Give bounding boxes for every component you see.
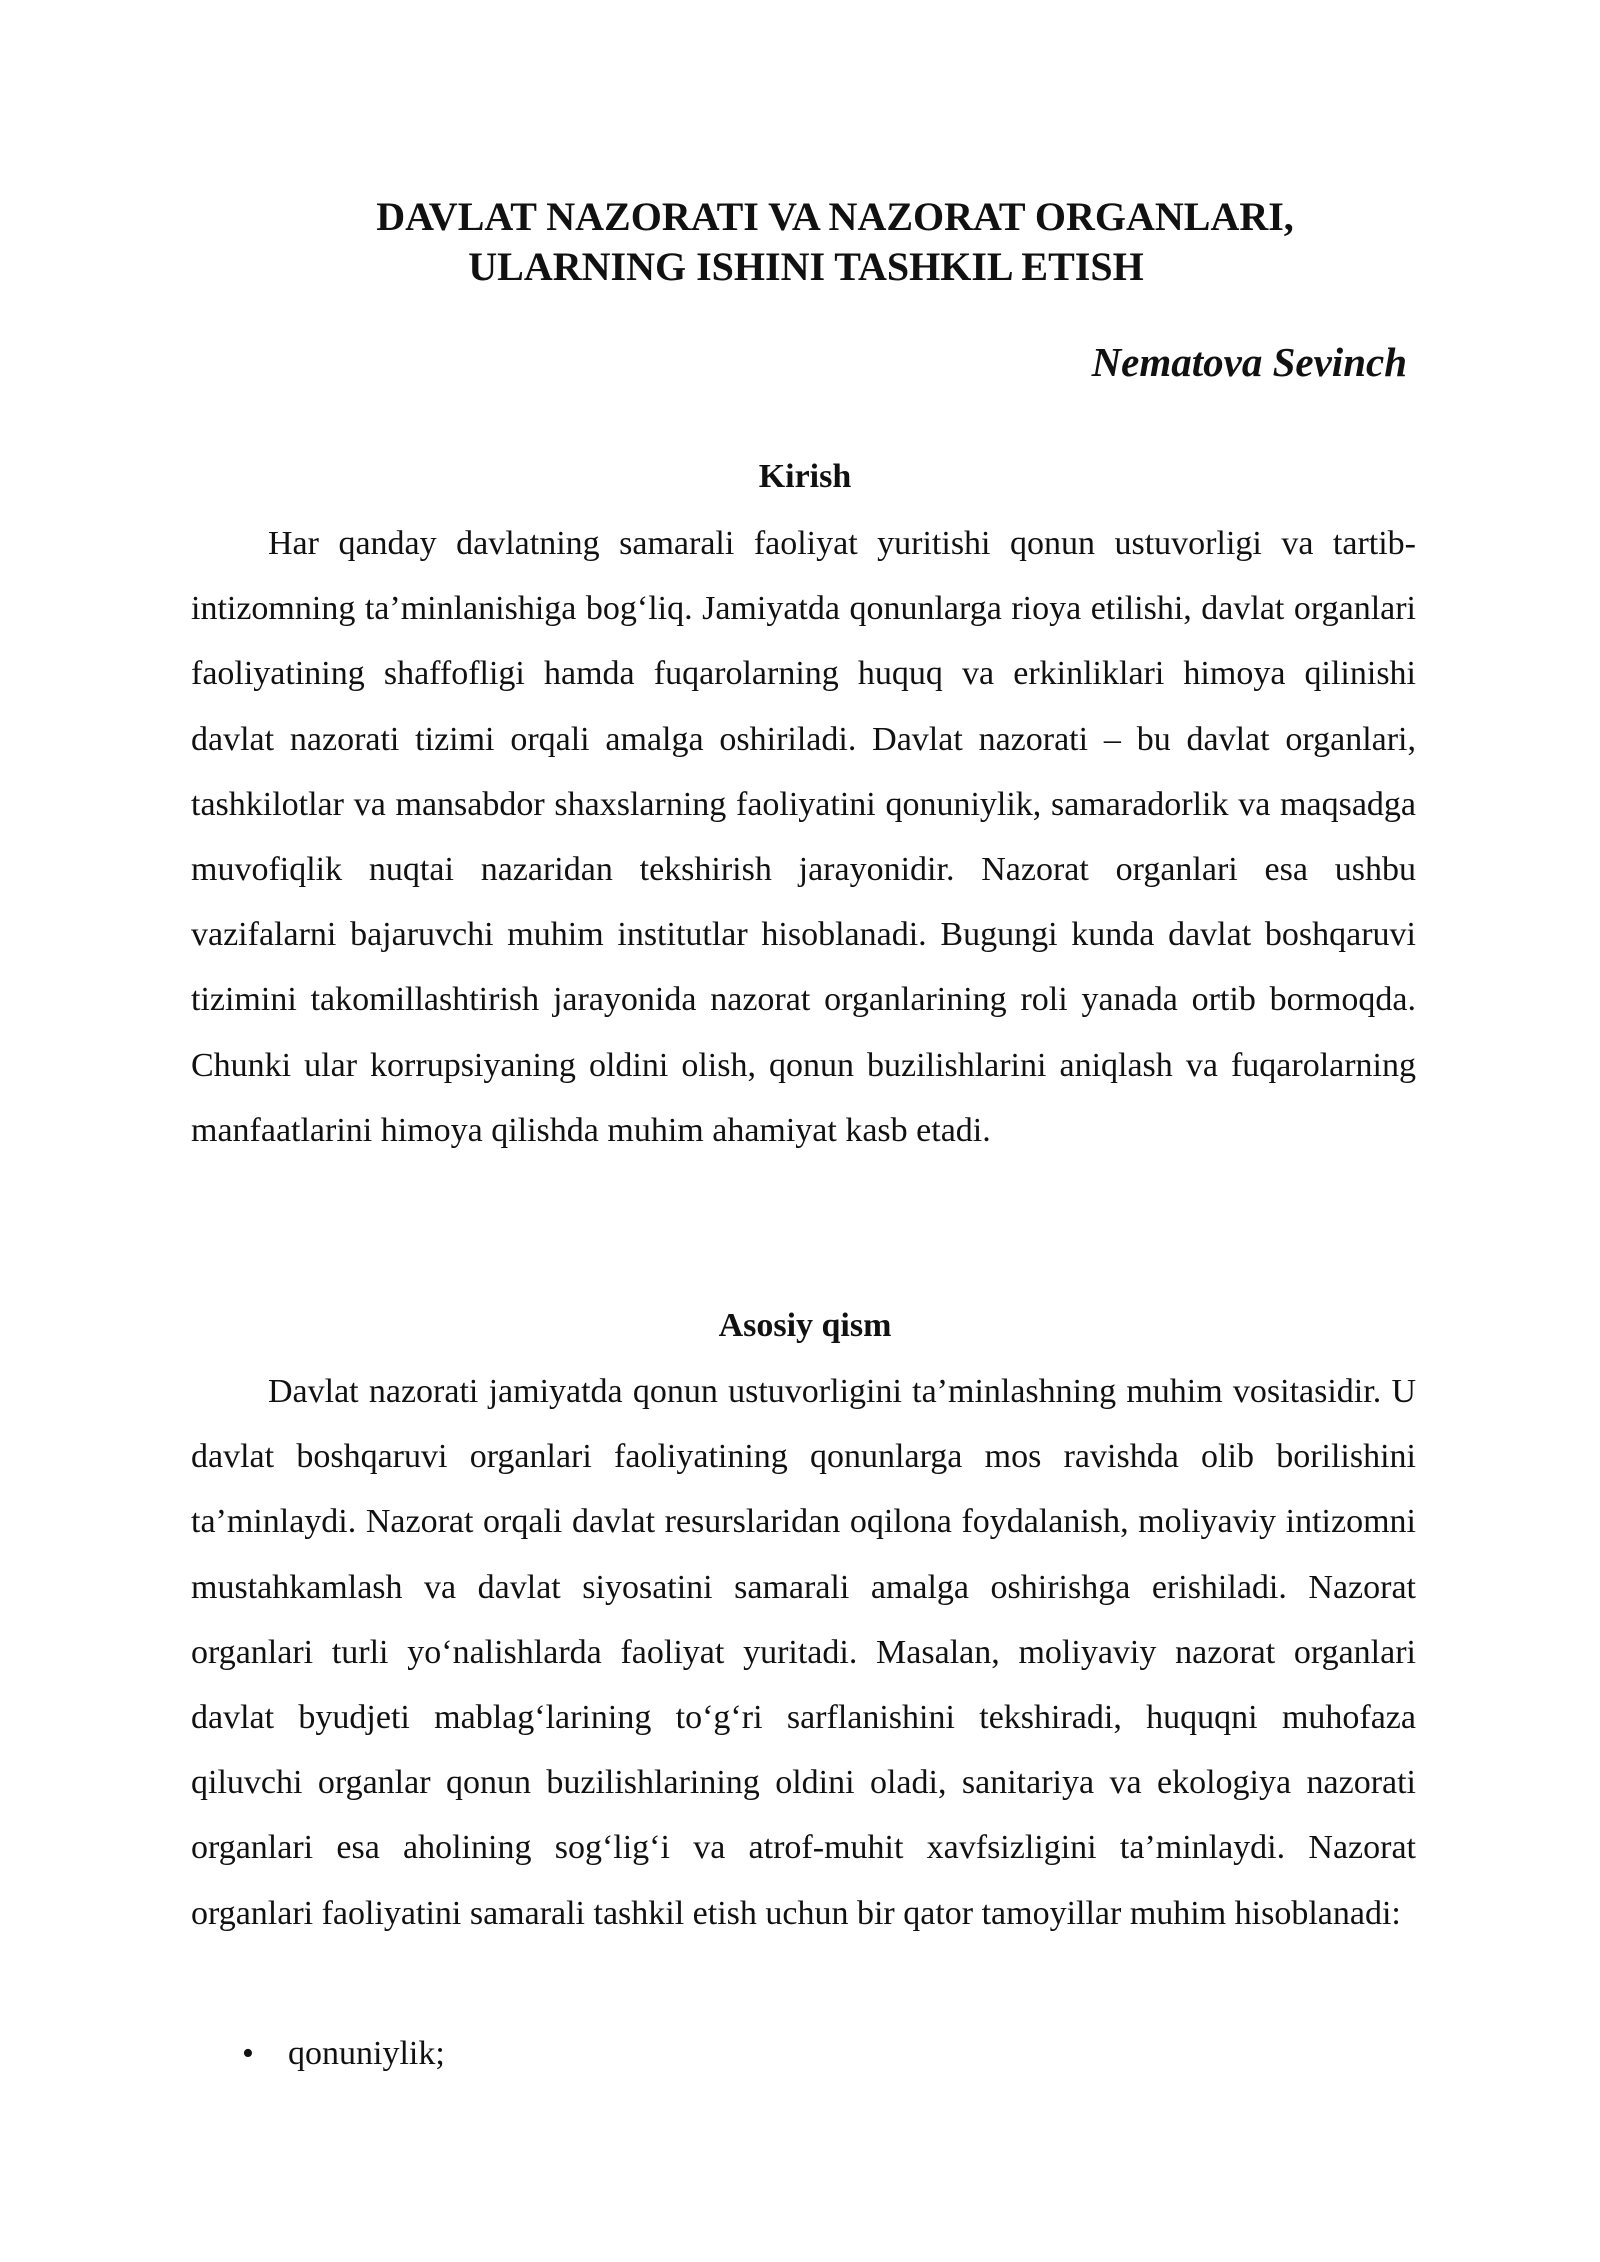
- introduction-paragraph: Har qanday davlatning samarali faoliyat yuritishi qonun ustuvorligi va tartib-intizomning ta’minlanishiga bog‘liq. Jamiyatda qonunlarga rioya etilishi, davlat organlari faoliyatining shaffofligi hamda fuqarolarning huquq va erkinliklari himoya qilinishi davlat nazorati tizimi orqali amalga oshiriladi. Davlat nazorati – bu davlat organlari, tashkilotlar va mansabdor shaxslarning faoliyatini qonuniylik, samaradorlik va maqsadga muvofiqlik nuqtai nazaridan tekshirish jarayonidir. Nazorat organlari esa ushbu vazifalarni bajaruvchi muhim institutlar hisoblanadi. Bugungi kunda davlat boshqaruvi tizimini takomillashtirish jarayonida nazorat organlarining roli yanada ortib bormoqda. Chunki ular korrupsiyaning oldini olish, qonun buzilishlarini aniqlash va fuqarolarning manfaatlarini himoya qilishda muhim ahamiyat kasb etadi.: [191, 525, 1416, 1149]
- list-item-text: qonuniylik;: [288, 2035, 445, 2072]
- title-line-2: ULARNING ISHINI TASHKIL ETISH: [468, 244, 1144, 289]
- section-heading-main-part: Asosiy qism: [718, 1307, 892, 1344]
- author-name: Nematova Sevinch: [1091, 339, 1407, 385]
- title-line-1: DAVLAT NAZORATI VA NAZORAT ORGANLARI,: [376, 194, 1294, 239]
- section-heading-introduction: Kirish: [758, 458, 852, 495]
- list-item: [191, 2021, 1416, 2086]
- bullet-marker: •: [242, 2035, 254, 2072]
- main-part-paragraph: Davlat nazorati jamiyatda qonun ustuvorligini ta’minlashning muhim vositasidir. U davlat boshqaruvi organlari faoliyatining qonunlarga mos ravishda olib borilishini ta’minlaydi. Nazorat orqali davlat resurslaridan oqilona foydalanish, moliyaviy intizomni mustahkamlash va davlat siyosatini samarali amalga oshirishga erishiladi. Nazorat organlari turli yo‘nalishlarda faoliyat yuritadi. Masalan, moliyaviy nazorat organlari davlat byudjeti mablag‘larining to‘g‘ri sarflanishini tekshiradi, huquqni muhofaza qiluvchi organlar qonun buzilishlarining oldini oladi, sanitariya va ekologiya nazorati organlari esa aholining sog‘lig‘i va atrof-muhit xavfsizligini ta’minlaydi. Nazorat organlari faoliyatini samarali tashkil etish uchun bir qator tamoyillar muhim hisoblanadi:: [191, 1373, 1416, 1932]
- document-title: [0, 192, 1600, 292]
- principles-list: [191, 2021, 1416, 2086]
